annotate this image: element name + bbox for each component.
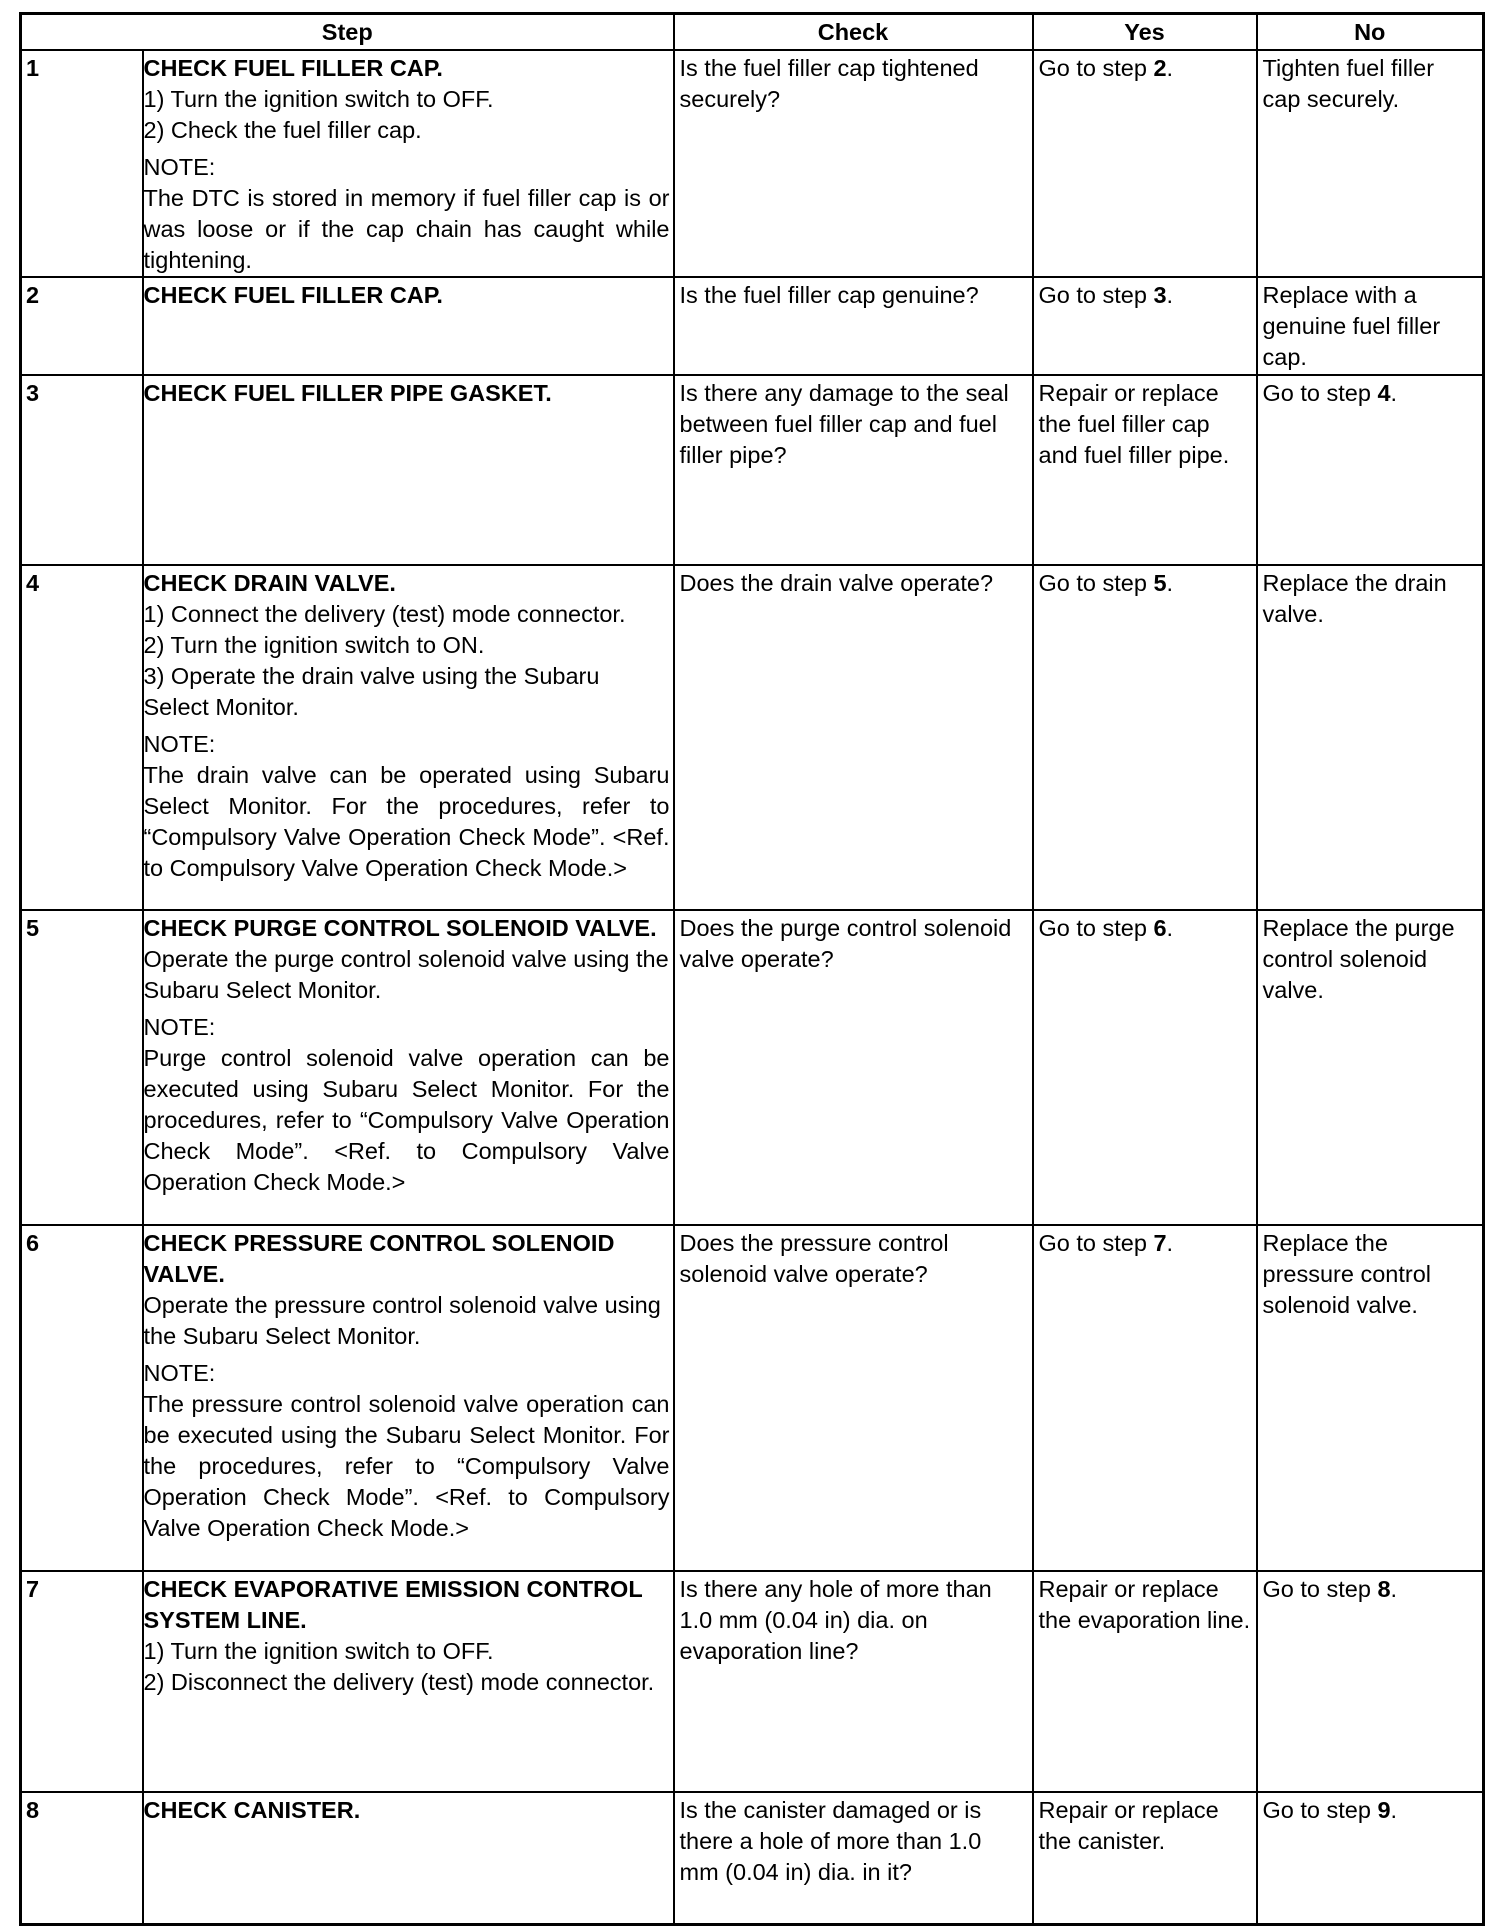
step-instruction: 2) Turn the ignition switch to ON. (143, 632, 485, 658)
step-number: 8 (21, 1792, 143, 1925)
note-text: The pressure control solenoid valve operation can be executed using the Subaru Select Monitor. For the procedures, refer to “Compulsory Valve Operation Check Mode”. <Ref. to Compulsory Valve Operation Check Mode.> (143, 1391, 670, 1541)
yes-cell (1033, 277, 1257, 375)
yes-text: Go to step (1038, 915, 1154, 941)
no-text: Replace the purge control solenoid valve. (1262, 915, 1455, 1003)
step-cell (143, 1225, 674, 1571)
table-row (21, 50, 1484, 277)
yes-cell (1033, 1571, 1257, 1792)
no-suffix: . (1390, 380, 1398, 406)
check-cell: Does the purge control solenoid valve operate? (674, 910, 1033, 1225)
step-number: 7 (21, 1571, 143, 1792)
yes-text: Repair or replace the canister. (1038, 1797, 1219, 1854)
step-instruction: 1) Connect the delivery (test) mode connector. (143, 601, 626, 627)
yes-cell (1033, 1225, 1257, 1571)
no-text: Go to step (1262, 1576, 1378, 1602)
step-instruction: 2) Check the fuel filler cap. (143, 117, 422, 143)
step-cell (143, 375, 674, 565)
no-cell (1257, 1792, 1484, 1925)
yes-step-ref: 7 (1153, 1230, 1167, 1256)
step-number: 2 (21, 277, 143, 375)
yes-step-ref: 2 (1153, 55, 1167, 81)
yes-step-ref: 5 (1153, 570, 1167, 596)
step-number: 3 (21, 375, 143, 565)
yes-text: Go to step (1038, 55, 1154, 81)
step-instruction: 2) Disconnect the delivery (test) mode connector. (143, 1669, 655, 1695)
yes-step-ref: 3 (1153, 282, 1167, 308)
step-number: 5 (21, 910, 143, 1225)
no-cell (1257, 1225, 1484, 1571)
check-cell: Does the drain valve operate? (674, 565, 1033, 910)
yes-cell (1033, 910, 1257, 1225)
no-step-ref: 4 (1377, 380, 1391, 406)
no-suffix: . (1390, 1576, 1398, 1602)
step-title: CHECK PRESSURE CONTROL SOLENOID VALVE. (143, 1230, 615, 1287)
step-cell (143, 50, 674, 277)
step-title: CHECK EVAPORATIVE EMISSION CONTROL SYSTEM LINE. (143, 1576, 643, 1633)
step-title: CHECK CANISTER. (143, 1797, 361, 1823)
note-label: NOTE: (143, 1014, 216, 1040)
table-row (21, 910, 1484, 1225)
yes-text: Go to step (1038, 570, 1154, 596)
step-title: CHECK DRAIN VALVE. (143, 570, 396, 596)
no-text: Go to step (1262, 380, 1378, 406)
no-step-ref: 8 (1377, 1576, 1391, 1602)
no-step-ref: 9 (1377, 1797, 1391, 1823)
yes-suffix: . (1166, 915, 1174, 941)
no-cell (1257, 565, 1484, 910)
no-cell (1257, 277, 1484, 375)
note-text: The drain valve can be operated using Subaru Select Monitor. For the procedures, refer to “Compulsory Valve Operation Check Mode”. <Ref. to Compulsory Valve Operation Check Mode.> (143, 762, 670, 881)
no-text: Replace with a genuine fuel filler cap. (1262, 282, 1441, 370)
table-row (21, 1225, 1484, 1571)
yes-suffix: . (1166, 570, 1174, 596)
no-cell (1257, 375, 1484, 565)
note-label: NOTE: (143, 1360, 216, 1386)
no-text: Tighten fuel filler cap securely. (1262, 55, 1435, 112)
header-no: No (1257, 14, 1484, 51)
check-cell: Does the pressure control solenoid valve operate? (674, 1225, 1033, 1571)
step-cell (143, 1571, 674, 1792)
note-label: NOTE: (143, 154, 216, 180)
step-instruction: 3) Operate the drain valve using the Subaru Select Monitor. (143, 663, 600, 720)
header-step: Step (21, 14, 674, 51)
step-instruction: Operate the pressure control solenoid valve using the Subaru Select Monitor. (143, 1292, 661, 1349)
table-row (21, 565, 1484, 910)
table-row (21, 1571, 1484, 1792)
step-title: CHECK PURGE CONTROL SOLENOID VALVE. (143, 915, 657, 941)
header-row (21, 14, 1484, 51)
note-text: Purge control solenoid valve operation can be executed using Subaru Select Monitor. For the procedures, refer to “Compulsory Valve Operation Check Mode”. <Ref. to Compulsory Valve Operation Check Mode.> (143, 1045, 670, 1195)
step-instruction: Operate the purge control solenoid valve using the Subaru Select Monitor. (143, 946, 669, 1003)
no-cell (1257, 50, 1484, 277)
yes-cell (1033, 565, 1257, 910)
step-instruction: 1) Turn the ignition switch to OFF. (143, 1638, 494, 1664)
yes-text: Repair or replace the fuel filler cap and fuel filler pipe. (1038, 380, 1230, 468)
yes-cell (1033, 1792, 1257, 1925)
step-number: 6 (21, 1225, 143, 1571)
note-label: NOTE: (143, 731, 216, 757)
step-title: CHECK FUEL FILLER CAP. (143, 282, 443, 308)
step-cell (143, 277, 674, 375)
yes-text: Go to step (1038, 282, 1154, 308)
yes-cell (1033, 375, 1257, 565)
note-text: The DTC is stored in memory if fuel filler cap is or was loose or if the cap chain has caught while tightening. (143, 185, 670, 273)
header-yes: Yes (1033, 14, 1257, 51)
yes-cell (1033, 50, 1257, 277)
step-cell (143, 565, 674, 910)
step-number: 4 (21, 565, 143, 910)
step-title: CHECK FUEL FILLER PIPE GASKET. (143, 380, 552, 406)
step-cell (143, 1792, 674, 1925)
diagnostic-procedure-table (19, 12, 1485, 1926)
no-cell (1257, 910, 1484, 1225)
step-title: CHECK FUEL FILLER CAP. (143, 55, 443, 81)
check-cell: Is the fuel filler cap genuine? (674, 277, 1033, 375)
yes-text: Go to step (1038, 1230, 1154, 1256)
no-suffix: . (1390, 1797, 1398, 1823)
table-row (21, 277, 1484, 375)
no-text: Go to step (1262, 1797, 1378, 1823)
yes-suffix: . (1166, 55, 1174, 81)
check-cell: Is there any hole of more than 1.0 mm (0.04 in) dia. on evaporation line? (674, 1571, 1033, 1792)
table-row (21, 375, 1484, 565)
no-text: Replace the drain valve. (1262, 570, 1447, 627)
check-cell: Is there any damage to the seal between fuel filler cap and fuel filler pipe? (674, 375, 1033, 565)
yes-step-ref: 6 (1153, 915, 1167, 941)
table-body (21, 50, 1484, 1925)
step-cell (143, 910, 674, 1225)
header-check: Check (674, 14, 1033, 51)
yes-suffix: . (1166, 1230, 1174, 1256)
check-cell: Is the fuel filler cap tightened securely? (674, 50, 1033, 277)
no-text: Replace the pressure control solenoid valve. (1262, 1230, 1431, 1318)
check-cell: Is the canister damaged or is there a hole of more than 1.0 mm (0.04 in) dia. in it? (674, 1792, 1033, 1925)
table-row (21, 1792, 1484, 1925)
no-cell (1257, 1571, 1484, 1792)
yes-text: Repair or replace the evaporation line. (1038, 1576, 1251, 1633)
step-number: 1 (21, 50, 143, 277)
step-instruction: 1) Turn the ignition switch to OFF. (143, 86, 494, 112)
yes-suffix: . (1166, 282, 1174, 308)
